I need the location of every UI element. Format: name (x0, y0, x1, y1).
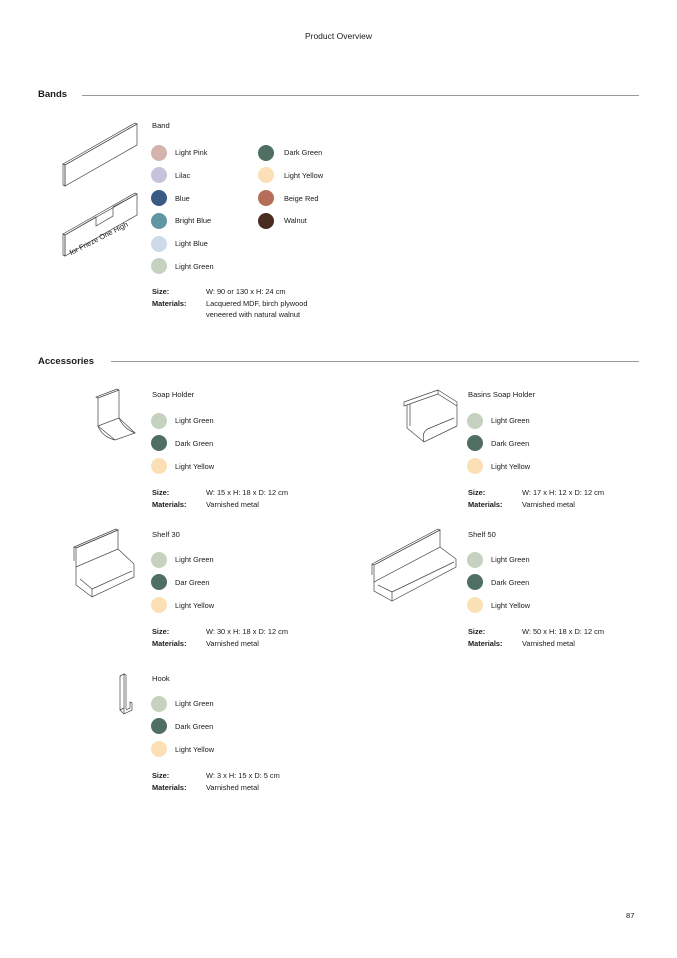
product-title-hook: Hook (152, 674, 170, 683)
basins-soap-holder-color-list (467, 412, 530, 475)
color-option (151, 741, 214, 758)
materials-value: Varnished metal (206, 638, 259, 648)
color-label: Light Green (175, 261, 214, 271)
color-label: Light Yellow (491, 461, 531, 471)
materials-value: Varnished metal (206, 499, 259, 509)
color-swatch (151, 741, 167, 757)
color-swatch (258, 145, 274, 161)
color-label: Light Green (491, 555, 530, 564)
color-swatch (467, 413, 483, 429)
color-swatch (467, 435, 483, 451)
section-title-accessories: Accessories (38, 356, 94, 367)
color-swatch (467, 552, 483, 568)
color-label: Light Pink (175, 148, 208, 157)
color-label: Light Green (175, 416, 214, 425)
color-label: Light Yellow (175, 600, 215, 610)
color-label: Dark Green (284, 148, 323, 157)
materials-value: Varnished metal (206, 782, 259, 792)
band-specs (152, 286, 307, 321)
materials-value: Varnished metal (522, 499, 575, 509)
color-label: Walnut (284, 216, 307, 226)
shelf-50-color-list (467, 551, 530, 614)
color-label: Dark Green (491, 577, 530, 587)
color-option (151, 574, 214, 591)
color-option (258, 167, 323, 184)
color-option (467, 458, 530, 475)
size-label: Size: (152, 488, 170, 497)
color-label: Light Green (491, 416, 530, 425)
color-option (151, 718, 214, 735)
color-label: Dark Green (175, 438, 214, 448)
color-swatch (467, 597, 483, 613)
color-option (467, 597, 530, 614)
color-swatch (151, 258, 167, 274)
size-value: W: 90 or 130 x H: 24 cm (206, 287, 286, 296)
size-label: Size: (152, 287, 170, 296)
hook-specs (152, 770, 280, 793)
color-option (258, 190, 323, 207)
color-option (151, 458, 214, 475)
materials-label: Materials: (152, 499, 187, 509)
color-option (467, 435, 530, 452)
color-swatch (151, 167, 167, 183)
materials-value: Lacquered MDF, birch plywood veneered with natural walnut (206, 298, 308, 319)
materials-label: Materials: (152, 298, 187, 308)
color-label: Light Yellow (175, 461, 215, 471)
size-value: W: 17 x H: 12 x D: 12 cm (522, 488, 605, 497)
color-option (467, 551, 530, 568)
product-title-basins-soap-holder: Basins Soap Holder (468, 390, 536, 399)
color-label: Bright Blue (175, 216, 212, 226)
color-label: Light Green (175, 699, 214, 708)
color-option (258, 144, 323, 161)
color-swatch (151, 236, 167, 252)
shelf-30-specs (152, 626, 288, 649)
shelf-30-illustration (72, 527, 136, 601)
section-divider-bands (82, 95, 639, 96)
basins-soap-holder-illustration (402, 388, 460, 446)
size-value: W: 3 x H: 15 x D: 5 cm (206, 771, 280, 780)
color-label: Dar Green (175, 577, 210, 587)
size-label: Size: (468, 488, 486, 497)
color-swatch (151, 458, 167, 474)
color-option (151, 695, 214, 712)
product-title-band: Band (152, 121, 170, 130)
color-swatch (258, 167, 274, 183)
color-swatch (151, 718, 167, 734)
section-title-bands: Bands (38, 89, 68, 100)
color-label: Lilac (175, 170, 191, 180)
color-swatch (151, 435, 167, 451)
materials-value: Varnished metal (522, 638, 575, 648)
materials-label: Materials: (152, 638, 187, 648)
color-option (151, 551, 214, 568)
color-option (151, 258, 214, 275)
color-option (467, 412, 530, 429)
color-swatch (151, 190, 167, 206)
soap-holder-color-list (151, 412, 214, 475)
color-swatch (151, 213, 167, 229)
product-title-shelf-50: Shelf 50 (468, 530, 496, 539)
hook-color-list (151, 695, 214, 758)
soap-holder-illustration (95, 388, 140, 443)
materials-label: Materials: (468, 499, 503, 509)
size-value: W: 30 x H: 18 x D: 12 cm (206, 627, 289, 636)
band-color-list-2 (258, 144, 323, 229)
size-label: Size: (468, 627, 486, 636)
color-option (258, 212, 323, 229)
color-option (467, 574, 530, 591)
color-option (151, 435, 214, 452)
color-option (151, 190, 214, 207)
shelf-30-color-list (151, 551, 214, 614)
color-label: Light Green (175, 555, 214, 564)
color-option (151, 412, 214, 429)
page-number: 87 (626, 911, 635, 920)
size-label: Size: (152, 627, 170, 636)
shelf-50-specs (468, 626, 604, 649)
color-label: Dark Green (175, 721, 214, 731)
soap-holder-specs (152, 487, 288, 510)
color-label: Light Yellow (491, 600, 531, 610)
band-color-list-1 (151, 144, 214, 275)
color-swatch (151, 413, 167, 429)
color-label: Beige Red (284, 193, 319, 203)
frieze-label: for Frieze One High (67, 219, 130, 257)
materials-label: Materials: (468, 638, 503, 648)
color-option (151, 597, 214, 614)
page-header-title: Product Overview (304, 31, 373, 41)
product-title-soap-holder: Soap Holder (152, 390, 195, 399)
size-value: W: 15 x H: 18 x D: 12 cm (206, 488, 289, 497)
color-label: Light Blue (175, 239, 208, 249)
basins-soap-holder-specs (468, 487, 604, 510)
shelf-50-illustration (370, 527, 458, 605)
color-option (151, 144, 214, 161)
size-label: Size: (152, 771, 170, 780)
color-option (151, 235, 214, 252)
color-swatch (151, 552, 167, 568)
color-swatch (258, 190, 274, 206)
color-swatch (467, 574, 483, 590)
size-value: W: 50 x H: 18 x D: 12 cm (522, 627, 605, 636)
color-swatch (151, 145, 167, 161)
section-divider-accessories (111, 361, 639, 362)
color-option (151, 167, 214, 184)
materials-label: Materials: (152, 782, 187, 792)
band-illustration (58, 118, 140, 190)
color-label: Blue (175, 193, 190, 203)
color-swatch (151, 574, 167, 590)
color-swatch (258, 213, 274, 229)
color-swatch (467, 458, 483, 474)
color-label: Light Yellow (175, 744, 215, 754)
color-swatch (151, 696, 167, 712)
product-title-shelf-30: Shelf 30 (152, 530, 180, 539)
color-label: Light Yellow (284, 170, 324, 180)
hook-illustration (118, 672, 136, 718)
color-swatch (151, 597, 167, 613)
color-option (151, 212, 214, 229)
color-label: Dark Green (491, 438, 530, 448)
